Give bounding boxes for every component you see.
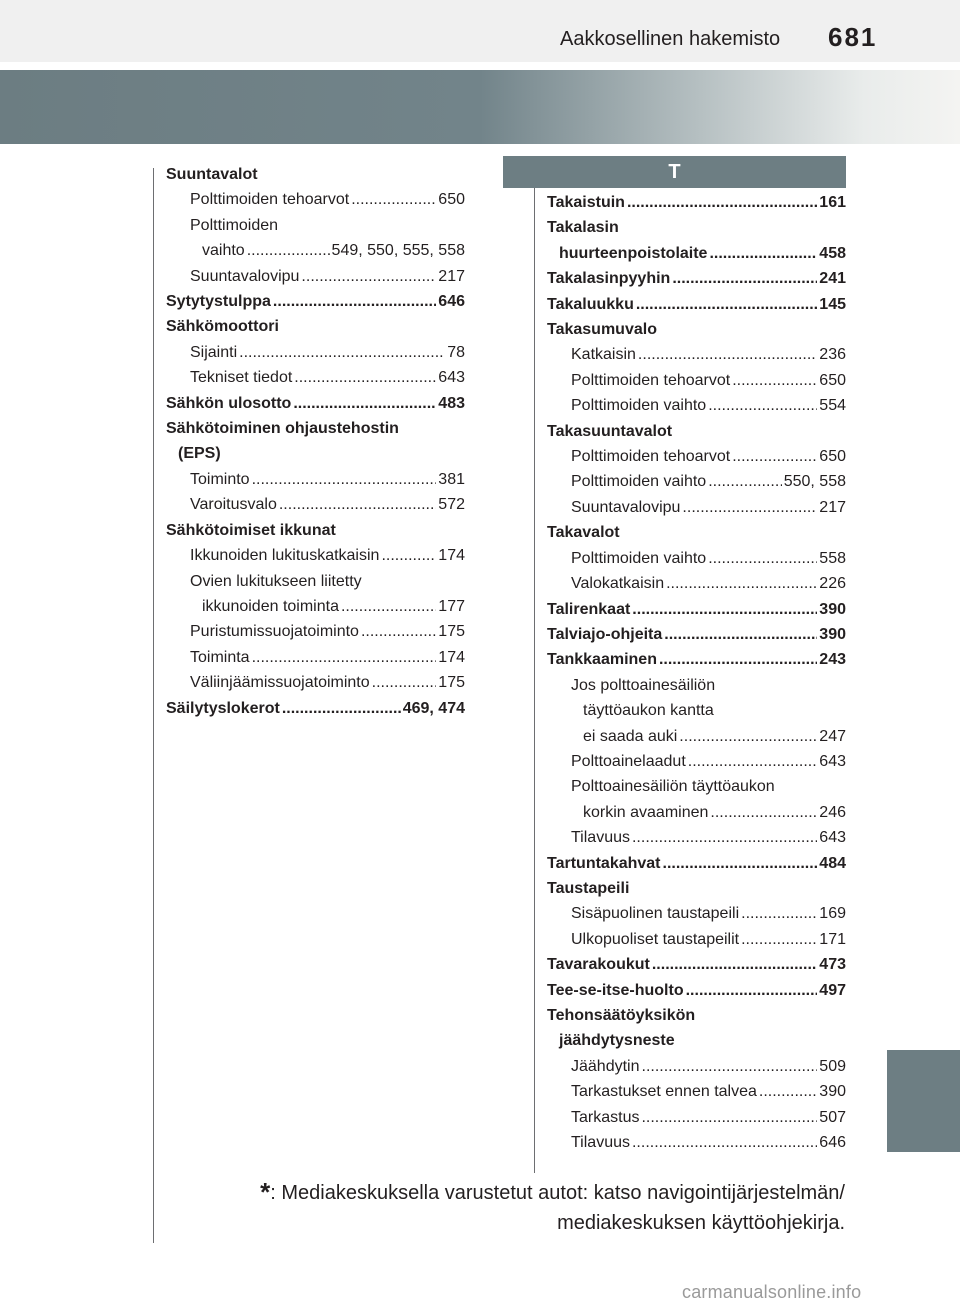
entry-term: Polttimoiden vaihto <box>571 549 707 567</box>
entry-page: 469, 474 <box>402 699 465 717</box>
entry-term: Jos polttoainesäiliön <box>571 676 716 694</box>
entry-term: Takasuuntavalot <box>547 422 673 440</box>
entry-page: 247 <box>819 727 846 745</box>
entry-term: Tekniset tiedot <box>190 369 293 387</box>
dot-leader <box>252 467 437 492</box>
index-entry <box>547 901 846 926</box>
entry-term: Tilavuus <box>571 829 630 847</box>
entry-page: 145 <box>819 295 846 313</box>
index-entry <box>547 978 846 1003</box>
index-entry <box>166 645 465 670</box>
index-entry <box>547 851 846 876</box>
entry-page: 507 <box>819 1108 846 1126</box>
entry-page: 650 <box>438 191 465 209</box>
entry-term: Toiminto <box>190 470 250 488</box>
entry-page: 226 <box>819 575 846 593</box>
index-entry <box>166 213 465 238</box>
entry-term: Sisäpuolinen taustapeili <box>571 905 740 923</box>
dot-leader <box>741 927 817 952</box>
index-entry <box>166 340 465 365</box>
index-entry <box>547 1105 846 1130</box>
index-entry <box>547 800 846 825</box>
footnote-line-2: mediakeskuksen käyttöohjekirja. <box>557 1212 845 1234</box>
dot-leader <box>636 292 817 317</box>
entry-term: Polttoainelaadut <box>571 752 686 770</box>
entry-term: (EPS) <box>178 445 221 463</box>
index-entry <box>547 724 846 749</box>
entry-page: 161 <box>819 194 846 211</box>
dot-leader <box>732 368 817 393</box>
index-entry <box>166 543 465 568</box>
index-entry <box>166 162 465 187</box>
entry-page: 390 <box>819 1083 846 1101</box>
dot-leader <box>252 645 437 670</box>
entry-page: 169 <box>819 905 846 923</box>
entry-term: Tarkastukset ennen talvea <box>571 1083 757 1101</box>
entry-page: 246 <box>819 803 846 821</box>
watermark: carmanualsonline.info <box>682 1282 862 1302</box>
index-entry <box>547 317 846 342</box>
entry-page: 390 <box>819 625 846 643</box>
entry-term: Talviajo-ohjeita <box>547 625 663 643</box>
entry-page: 174 <box>438 547 465 565</box>
entry-term: Takavalot <box>547 524 620 542</box>
entry-term: Säilytyslokerot <box>166 699 280 717</box>
entry-term: ikkunoiden toiminta <box>202 597 339 615</box>
index-entry <box>547 190 846 215</box>
index-entry <box>166 238 465 263</box>
index-entry <box>166 391 465 416</box>
entry-term: korkin avaaminen <box>583 803 709 821</box>
dot-leader <box>642 1054 818 1079</box>
entry-term: vaihto <box>202 242 245 260</box>
entry-term: Polttimoiden <box>190 216 279 234</box>
index-entry <box>166 441 465 466</box>
dot-leader <box>708 546 817 571</box>
index-entry <box>547 571 846 596</box>
index-column-right <box>547 190 846 1155</box>
index-entry <box>547 927 846 952</box>
index-entry <box>166 670 465 695</box>
entry-term: Suuntavalot <box>166 166 258 183</box>
dot-leader <box>652 952 817 977</box>
entry-term: Suuntavalovipu <box>571 498 681 516</box>
entry-page: 484 <box>819 854 846 872</box>
entry-term: Tilavuus <box>571 1134 630 1152</box>
entry-page: 175 <box>438 674 465 692</box>
entry-term: Polttimoiden tehoarvot <box>190 191 350 209</box>
index-entry <box>547 1054 846 1079</box>
entry-term: Takaistuin <box>547 194 625 211</box>
entry-term: Sähkömoottori <box>166 318 279 336</box>
entry-term: Tavarakoukut <box>547 956 650 974</box>
entry-page: 650 <box>819 448 846 466</box>
left-column-rule <box>153 168 154 1243</box>
index-entry <box>547 1028 846 1053</box>
index-entry <box>547 292 846 317</box>
dot-leader <box>682 495 817 520</box>
entry-page: 390 <box>819 600 846 618</box>
page-header <box>0 0 960 62</box>
entry-page: 171 <box>819 930 846 948</box>
dot-leader <box>741 901 817 926</box>
entry-page: 458 <box>819 244 846 262</box>
entry-page: 646 <box>819 1134 846 1152</box>
entry-term: Polttimoiden vaihto <box>571 397 707 415</box>
index-entry <box>166 289 465 314</box>
entry-term: Valokatkaisin <box>571 575 665 593</box>
index-entry <box>166 696 465 721</box>
dot-leader <box>293 391 436 416</box>
entry-term: Takalasinpyyhin <box>547 270 671 288</box>
dot-leader <box>759 1079 817 1104</box>
entry-page: 217 <box>438 267 465 285</box>
entry-page: 509 <box>819 1057 846 1075</box>
index-entry <box>547 673 846 698</box>
entry-term: Taustapeili <box>547 879 630 897</box>
index-entry <box>166 569 465 594</box>
dot-leader <box>294 365 436 390</box>
index-column-left <box>166 162 465 721</box>
entry-page: 175 <box>438 623 465 641</box>
dot-leader <box>732 444 817 469</box>
index-entry <box>166 264 465 289</box>
index-entry <box>547 393 846 418</box>
entry-term: Jäähdytin <box>571 1057 640 1075</box>
entry-term: Tehonsäätöyksikön <box>547 1007 696 1024</box>
dot-leader <box>381 543 436 568</box>
page-number: 681 <box>828 22 878 52</box>
entry-page: 236 <box>819 346 846 364</box>
dot-leader <box>239 340 445 365</box>
index-entry <box>547 597 846 622</box>
entry-page: 217 <box>819 498 846 516</box>
entry-term: Sähkötoiminen ohjaustehostin <box>166 420 399 438</box>
index-entry <box>547 469 846 494</box>
index-entry <box>547 495 846 520</box>
index-entry <box>547 622 846 647</box>
dot-leader <box>672 266 817 291</box>
index-entry <box>166 619 465 644</box>
index-entry <box>166 467 465 492</box>
entry-term: Ovien lukitukseen liitetty <box>190 572 362 590</box>
footnote <box>230 1177 845 1238</box>
dot-leader <box>632 597 817 622</box>
header-band <box>0 70 960 144</box>
entry-page: 643 <box>438 369 465 387</box>
dot-leader <box>627 190 817 215</box>
dot-leader <box>301 264 436 289</box>
entry-page: 643 <box>819 752 846 770</box>
index-entry <box>547 1003 846 1028</box>
index-entry <box>547 546 846 571</box>
entry-page: 243 <box>819 651 846 669</box>
index-entry <box>547 215 846 240</box>
index-entry <box>166 594 465 619</box>
entry-term: Tarkastus <box>571 1108 640 1126</box>
index-entry <box>166 314 465 339</box>
entry-page: 558 <box>819 549 846 567</box>
dot-leader <box>659 647 817 672</box>
entry-page: 646 <box>438 293 465 311</box>
entry-term: Puristumissuojatoiminto <box>190 623 359 641</box>
entry-term: Polttimoiden tehoarvot <box>571 371 731 389</box>
entry-page: 550, 558 <box>783 473 846 491</box>
dot-leader <box>679 724 817 749</box>
entry-term: huurteenpoistolaite <box>559 244 708 262</box>
dot-leader <box>688 749 818 774</box>
entry-term: Ikkunoiden lukituskatkaisin <box>190 547 380 565</box>
index-entry <box>547 952 846 977</box>
entry-term: Katkaisin <box>571 346 636 364</box>
entry-page: 650 <box>819 371 846 389</box>
entry-term: Tartuntakahvat <box>547 854 661 872</box>
index-entry <box>547 1079 846 1104</box>
entry-term: Sijainti <box>190 343 238 361</box>
dot-leader <box>710 800 817 825</box>
entry-term: ei saada auki <box>583 727 678 745</box>
entry-page: 549, 550, 555, 558 <box>331 242 465 260</box>
dot-leader <box>273 289 436 314</box>
dot-leader <box>341 594 436 619</box>
entry-page: 241 <box>819 270 846 288</box>
header-title: Aakkosellinen hakemisto <box>560 28 781 50</box>
dot-leader <box>708 393 817 418</box>
entry-term: Ulkopuoliset taustapeilit <box>571 930 740 948</box>
entry-term: Talirenkaat <box>547 600 631 618</box>
index-entry <box>547 419 846 444</box>
index-entry <box>547 1130 846 1155</box>
section-tab[interactable] <box>887 1050 960 1152</box>
dot-leader <box>361 619 436 644</box>
center-column-rule <box>534 168 535 1173</box>
entry-page: 473 <box>819 956 846 974</box>
index-entry <box>166 492 465 517</box>
entry-term: Varoitusvalo <box>190 496 277 514</box>
entry-page: 643 <box>819 829 846 847</box>
index-entry <box>547 266 846 291</box>
index-entry <box>547 876 846 901</box>
entry-page: 497 <box>819 981 846 999</box>
entry-term: Tankkaaminen <box>547 651 657 669</box>
entry-term: Takalasin <box>547 219 619 237</box>
footnote-star: * <box>260 1177 271 1207</box>
entry-page: 554 <box>819 397 846 415</box>
entry-term: Sytytystulppa <box>166 293 271 311</box>
entry-page: 177 <box>438 597 465 615</box>
dot-leader <box>666 571 817 596</box>
entry-term: Tee-se-itse-huolto <box>547 981 684 999</box>
dot-leader <box>351 187 436 212</box>
index-entry <box>547 444 846 469</box>
dot-leader <box>664 622 817 647</box>
dot-leader <box>686 978 818 1003</box>
entry-term: Takaluukku <box>547 295 634 313</box>
index-entry <box>166 187 465 212</box>
index-entry <box>547 698 846 723</box>
entry-page: 174 <box>438 648 465 666</box>
dot-leader <box>247 238 330 263</box>
dot-leader <box>641 1105 817 1130</box>
dot-leader <box>632 1130 817 1155</box>
entry-term: Polttimoiden tehoarvot <box>571 448 731 466</box>
entry-term: Polttoainesäiliön täyttöaukon <box>571 778 775 796</box>
entry-term: Sähkön ulosotto <box>166 394 292 412</box>
dot-leader <box>632 825 817 850</box>
letter-heading: T <box>503 156 846 188</box>
entry-term: täyttöaukon kantta <box>583 702 714 720</box>
index-entry <box>547 520 846 545</box>
index-entry <box>547 749 846 774</box>
entry-term: Toiminta <box>190 648 250 666</box>
index-entry <box>547 368 846 393</box>
entry-term: Väliinjäämissuojatoiminto <box>190 674 370 692</box>
index-entry <box>547 825 846 850</box>
index-entry <box>166 518 465 543</box>
index-entry <box>166 416 465 441</box>
index-entry <box>547 647 846 672</box>
entry-term: Sähkötoimiset ikkunat <box>166 521 336 539</box>
entry-term: jäähdytysneste <box>559 1032 675 1050</box>
dot-leader <box>638 342 817 367</box>
entry-term: Polttimoiden vaihto <box>571 473 707 491</box>
dot-leader <box>663 851 818 876</box>
footnote-line-1: : Mediakeskuksella varustetut autot: katso navigointijärjestelmän/ <box>270 1182 845 1204</box>
entry-page: 483 <box>438 394 465 412</box>
entry-term: Suuntavalovipu <box>190 267 300 285</box>
dot-leader <box>282 696 401 721</box>
index-entry <box>547 342 846 367</box>
index-entry <box>547 774 846 799</box>
dot-leader <box>709 241 817 266</box>
entry-page: 572 <box>438 496 465 514</box>
dot-leader <box>372 670 437 695</box>
entry-page: 78 <box>447 343 465 361</box>
index-entry <box>166 365 465 390</box>
entry-page: 381 <box>438 470 465 488</box>
entry-term: Takasumuvalo <box>547 321 657 339</box>
dot-leader <box>708 469 782 494</box>
index-entry <box>547 241 846 266</box>
dot-leader <box>279 492 436 517</box>
